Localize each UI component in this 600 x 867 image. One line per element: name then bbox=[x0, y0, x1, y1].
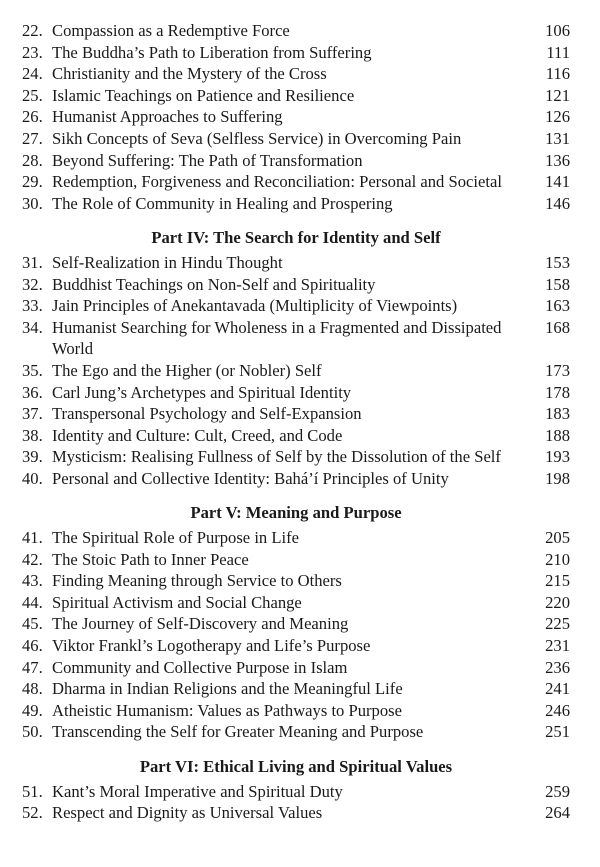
toc-entry bbox=[22, 527, 570, 549]
toc-entry bbox=[22, 425, 570, 447]
toc-entry bbox=[22, 635, 570, 657]
page-number: 178 bbox=[545, 382, 570, 402]
toc-entry bbox=[22, 678, 570, 700]
chapter-title: The Spiritual Role of Purpose in Life bbox=[52, 528, 300, 548]
part-heading: Part V: Meaning and Purpose bbox=[190, 503, 402, 523]
chapter-number: 22. bbox=[22, 21, 43, 40]
chapter-title: Christianity and the Mystery of the Cross bbox=[52, 64, 327, 84]
chapter-title: Kant’s Moral Imperative and Spiritual Duty bbox=[52, 781, 343, 801]
toc-entry bbox=[22, 20, 570, 42]
page-number: 231 bbox=[545, 636, 570, 656]
toc-entry bbox=[22, 360, 570, 382]
chapter-title: The Stoic Path to Inner Peace bbox=[52, 549, 249, 569]
toc-entry bbox=[22, 613, 570, 635]
toc-entry bbox=[22, 382, 570, 404]
chapter-number: 31. bbox=[22, 252, 43, 272]
chapter-number: 34. bbox=[22, 317, 43, 337]
page-number: 210 bbox=[545, 549, 570, 569]
chapter-title: Spiritual Activism and Social Change bbox=[52, 592, 302, 612]
chapter-number: 26. bbox=[22, 107, 43, 127]
chapter-title: Atheistic Humanism: Values as Pathways to Purpose bbox=[52, 700, 402, 720]
toc-entry bbox=[22, 721, 570, 743]
page-number: 163 bbox=[545, 296, 570, 316]
part-heading: Part VI: Ethical Living and Spiritual Values bbox=[139, 757, 453, 776]
toc-entry bbox=[22, 128, 570, 150]
page-number: 126 bbox=[545, 107, 570, 127]
chapter-title: Carl Jung’s Archetypes and Spiritual Identity bbox=[52, 382, 352, 402]
toc-entry bbox=[22, 657, 570, 679]
chapter-number: 23. bbox=[22, 42, 43, 62]
toc-entry bbox=[22, 193, 570, 215]
chapter-title: Community and Collective Purpose in Islam bbox=[52, 657, 348, 677]
chapter-title: Redemption, Forgiveness and Reconciliation: Personal and Societal bbox=[52, 172, 502, 192]
toc-entry bbox=[22, 781, 570, 803]
chapter-title: The Journey of Self-Discovery and Meaning bbox=[52, 614, 349, 634]
toc-entry bbox=[22, 468, 570, 490]
page-number: 116 bbox=[545, 64, 570, 84]
page-number: 251 bbox=[545, 722, 570, 742]
chapter-title: The Role of Community in Healing and Prospering bbox=[52, 193, 393, 213]
page-number: 215 bbox=[545, 571, 570, 591]
page-number: 188 bbox=[545, 425, 570, 445]
page-number: 146 bbox=[545, 193, 570, 213]
chapter-title: Respect and Dignity as Universal Values bbox=[52, 803, 323, 823]
toc-entry bbox=[22, 106, 570, 128]
chapter-number: 41. bbox=[22, 528, 43, 548]
page-number: 111 bbox=[546, 42, 570, 62]
chapter-number: 37. bbox=[22, 404, 43, 424]
chapter-title: Jain Principles of Anekantavada (Multiplicity of Viewpoints) bbox=[52, 296, 458, 316]
page-number: 136 bbox=[545, 150, 570, 170]
chapter-title: Buddhist Teachings on Non-Self and Spirituality bbox=[52, 274, 376, 294]
toc-entry bbox=[22, 570, 570, 592]
page-number: 173 bbox=[545, 360, 570, 380]
chapter-number: 40. bbox=[22, 468, 43, 488]
chapter-title: Finding Meaning through Service to Others bbox=[52, 571, 342, 591]
page-number: 198 bbox=[545, 468, 570, 488]
toc-entry bbox=[22, 446, 570, 468]
chapter-number: 29. bbox=[22, 172, 43, 192]
page-number: 225 bbox=[545, 614, 570, 634]
chapter-title: Dharma in Indian Religions and the Meaningful Life bbox=[52, 679, 403, 699]
toc-entry bbox=[22, 403, 570, 425]
chapter-title: Humanist Approaches to Suffering bbox=[52, 107, 283, 127]
toc-entry bbox=[22, 549, 570, 571]
chapter-title: Personal and Collective Identity: Bahá’í Principles of Unity bbox=[52, 468, 449, 488]
chapter-number: 33. bbox=[22, 296, 43, 316]
chapter-number: 25. bbox=[22, 85, 43, 105]
chapter-number: 52. bbox=[22, 803, 43, 823]
chapter-title: Humanist Searching for Wholeness in a Fragmented and Dissipated World bbox=[52, 317, 502, 359]
toc-entry bbox=[22, 295, 570, 317]
chapter-number: 24. bbox=[22, 64, 43, 84]
chapter-title: Transpersonal Psychology and Self-Expansion bbox=[52, 404, 362, 424]
page-number: 220 bbox=[545, 592, 570, 612]
chapter-number: 28. bbox=[22, 150, 43, 170]
chapter-title: Islamic Teachings on Patience and Resilience bbox=[52, 85, 355, 105]
toc-entry bbox=[22, 85, 570, 107]
toc-entry bbox=[22, 150, 570, 172]
chapter-number: 30. bbox=[22, 193, 43, 213]
page-number: 193 bbox=[545, 447, 570, 467]
page-number: 158 bbox=[545, 274, 570, 294]
chapter-title: Beyond Suffering: The Path of Transformation bbox=[52, 150, 363, 170]
page-number: 264 bbox=[545, 803, 570, 823]
toc-entry bbox=[22, 171, 570, 193]
chapter-number: 49. bbox=[22, 700, 43, 720]
part-heading: Part IV: The Search for Identity and Self bbox=[151, 228, 441, 248]
chapter-title: Compassion as a Redemptive Force bbox=[52, 21, 290, 40]
chapter-number: 27. bbox=[22, 128, 43, 148]
page-number: 153 bbox=[545, 252, 570, 272]
chapter-title: Viktor Frankl’s Logotherapy and Life’s Purpose bbox=[52, 636, 371, 656]
page-number: 131 bbox=[545, 128, 570, 148]
chapter-number: 51. bbox=[22, 781, 43, 801]
chapter-title: Identity and Culture: Cult, Creed, and Code bbox=[52, 425, 343, 445]
chapter-number: 44. bbox=[22, 592, 43, 612]
toc-entry bbox=[22, 274, 570, 296]
chapter-number: 42. bbox=[22, 549, 43, 569]
page-number: 259 bbox=[545, 781, 570, 801]
toc-entry bbox=[22, 592, 570, 614]
chapter-number: 46. bbox=[22, 636, 43, 656]
chapter-number: 32. bbox=[22, 274, 43, 294]
chapter-number: 50. bbox=[22, 722, 43, 742]
chapter-number: 47. bbox=[22, 657, 43, 677]
page-number: 246 bbox=[545, 700, 570, 720]
page-number: 106 bbox=[545, 21, 570, 40]
chapter-title: The Buddha’s Path to Liberation from Suffering bbox=[52, 42, 372, 62]
chapter-number: 39. bbox=[22, 447, 43, 467]
chapter-title: The Ego and the Higher (or Nobler) Self bbox=[52, 360, 322, 380]
toc-entry bbox=[22, 700, 570, 722]
chapter-number: 36. bbox=[22, 382, 43, 402]
chapter-title: Transcending the Self for Greater Meaning and Purpose bbox=[52, 722, 424, 742]
toc-entry bbox=[22, 252, 570, 274]
page-number: 205 bbox=[545, 528, 570, 548]
chapter-title: Sikh Concepts of Seva (Selfless Service) in Overcoming Pain bbox=[52, 128, 462, 148]
chapter-number: 38. bbox=[22, 425, 43, 445]
toc-entry bbox=[22, 42, 570, 64]
page-number: 141 bbox=[545, 172, 570, 192]
page-number: 168 bbox=[545, 317, 570, 337]
page-number: 236 bbox=[545, 657, 570, 677]
page-number: 241 bbox=[545, 679, 570, 699]
chapter-number: 43. bbox=[22, 571, 43, 591]
page-number: 183 bbox=[545, 404, 570, 424]
chapter-title: Mysticism: Realising Fullness of Self by the Dissolution of the Self bbox=[52, 447, 501, 467]
toc-entry bbox=[22, 802, 570, 824]
toc-entry bbox=[22, 63, 570, 85]
chapter-number: 45. bbox=[22, 614, 43, 634]
chapter-number: 35. bbox=[22, 360, 43, 380]
toc-entry bbox=[22, 317, 570, 360]
chapter-number: 48. bbox=[22, 679, 43, 699]
page-number: 121 bbox=[545, 85, 570, 105]
chapter-title: Self-Realization in Hindu Thought bbox=[52, 252, 283, 272]
